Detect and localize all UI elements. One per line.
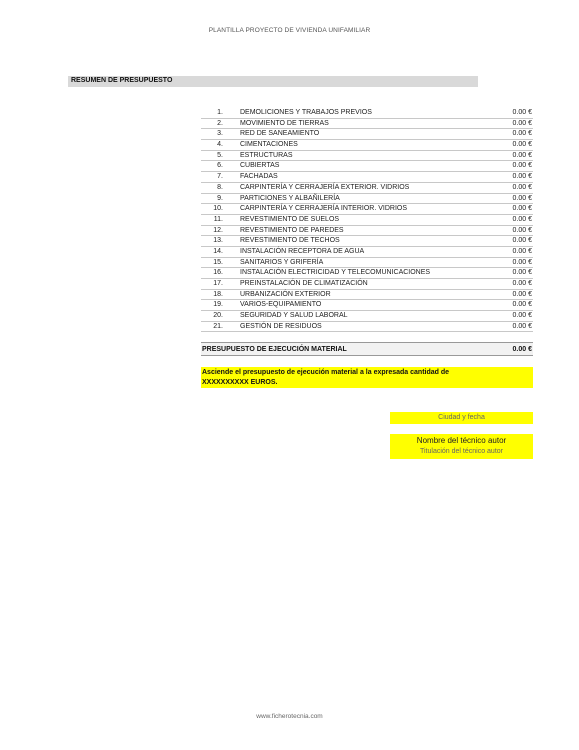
item-number: 9. [217,194,223,202]
budget-item-row [201,183,533,194]
item-label: VARIOS-EQUIPAMIENTO [240,301,322,309]
item-amount: 0.00 € [512,205,532,213]
item-label: SANITARIOS Y GRIFERÍA [240,258,324,266]
statement-line-1: Asciende el presupuesto de ejecución material a la expresada cantidad de [202,369,450,376]
item-label: CARPINTERÍA Y CERRAJERÍA EXTERIOR. VIDRIOS [240,183,410,191]
item-label: REVESTIMIENTO DE TECHOS [240,237,340,245]
item-label: PARTICIONES Y ALBAÑILERÍA [240,194,340,202]
item-amount: 0.00 € [512,226,532,234]
item-amount: 0.00 € [512,183,532,191]
item-label: INSTALACIÓN ELECTRICIDAD Y TELECOMUNICACIONES [240,269,431,277]
item-label: ESTRUCTURAS [240,151,293,159]
total-amount: 0.00 € [512,346,532,353]
item-number: 6. [217,162,223,170]
total-label: PRESUPUESTO DE EJECUCIÓN MATERIAL [202,346,347,353]
item-number: 20. [213,312,223,320]
item-label: CIMENTACIONES [240,141,298,149]
budget-item-row [201,108,533,119]
item-number: 1. [217,109,223,116]
item-label: FACHADAS [240,173,278,181]
item-label: INSTALACIÓN RECEPTORA DE AGUA [240,247,365,255]
item-amount: 0.00 € [512,173,532,181]
item-amount: 0.00 € [512,301,532,309]
item-amount: 0.00 € [512,290,532,298]
item-number: 2. [217,119,223,127]
item-amount: 0.00 € [512,312,532,320]
item-amount: 0.00 € [512,141,532,149]
budget-items-list [201,108,533,332]
technician-title: Titulación del técnico autor [419,448,503,455]
section-title: RESUMEN DE PRESUPUESTO [71,77,173,84]
item-label: REVESTIMIENTO DE PAREDES [240,226,344,234]
budget-item-row [201,129,533,140]
item-amount: 0.00 € [512,130,532,138]
item-label: CUBIERTAS [240,162,280,170]
budget-item-row [201,268,533,279]
budget-item-row [201,290,533,301]
item-amount: 0.00 € [512,109,532,116]
budget-item-row [201,194,533,205]
city-date-field: Ciudad y fecha [390,412,533,424]
item-number: 11. [213,215,223,223]
item-number: 17. [213,280,223,287]
item-number: 13. [213,237,223,245]
budget-item-row [201,140,533,151]
item-number: 18. [213,290,223,298]
budget-item-row [201,236,533,247]
item-label: SEGURIDAD Y SALUD LABORAL [240,312,348,320]
item-number: 12. [213,226,223,234]
item-label: RED DE SANEAMIENTO [240,130,320,138]
technician-name: Nombre del técnico autor [416,436,507,445]
item-number: 5. [217,151,223,159]
item-number: 14. [213,247,223,255]
item-amount: 0.00 € [512,215,532,223]
item-number: 8. [217,183,223,191]
item-label: URBANIZACIÓN EXTERIOR [240,290,331,298]
budget-item-row [201,322,533,333]
item-number: 21. [213,322,223,330]
item-number: 15. [213,258,223,266]
item-number: 7. [217,173,223,181]
item-amount: 0.00 € [512,162,532,170]
budget-item-row [201,258,533,269]
item-label: CARPINTERÍA Y CERRAJERÍA INTERIOR. VIDRIOS [240,205,407,213]
item-label: GESTIÓN DE RESIDUOS [240,322,322,330]
statement-line-2: XXXXXXXXXX EUROS. [202,379,278,386]
item-amount: 0.00 € [512,151,532,159]
item-label: MOVIMIENTO DE TIERRAS [240,119,329,127]
section-title-bar [68,76,478,87]
budget-item-row [201,172,533,183]
budget-item-row [201,204,533,215]
item-amount: 0.00 € [512,280,532,287]
item-amount: 0.00 € [512,269,532,277]
budget-item-row [201,161,533,172]
item-number: 16. [213,269,223,277]
item-amount: 0.00 € [512,194,532,202]
total-row [201,342,533,356]
item-label: PREINSTALACIÓN DE CLIMATIZACIÓN [240,280,368,287]
item-amount: 0.00 € [512,258,532,266]
amount-statement [201,367,533,388]
item-amount: 0.00 € [512,119,532,127]
item-label: REVESTIMIENTO DE SUELOS [240,215,340,223]
budget-item-row [201,311,533,322]
budget-item-row [201,300,533,311]
footer-url: www.ficherotecnia.com [256,713,323,720]
technician-signature-block [390,434,533,459]
item-amount: 0.00 € [512,322,532,330]
item-number: 3. [217,130,223,138]
budget-item-row [201,226,533,237]
item-number: 4. [217,141,223,149]
budget-item-row [201,247,533,258]
item-label: DEMOLICIONES Y TRABAJOS PREVIOS [240,109,372,116]
budget-item-row [201,151,533,162]
item-amount: 0.00 € [512,237,532,245]
item-amount: 0.00 € [512,247,532,255]
item-number: 19. [213,301,223,309]
budget-item-row [201,119,533,130]
item-number: 10. [213,205,223,213]
page-header: PLANTILLA PROYECTO DE VIVIENDA UNIFAMILIAR [208,27,371,34]
budget-item-row [201,215,533,226]
budget-item-row [201,279,533,290]
